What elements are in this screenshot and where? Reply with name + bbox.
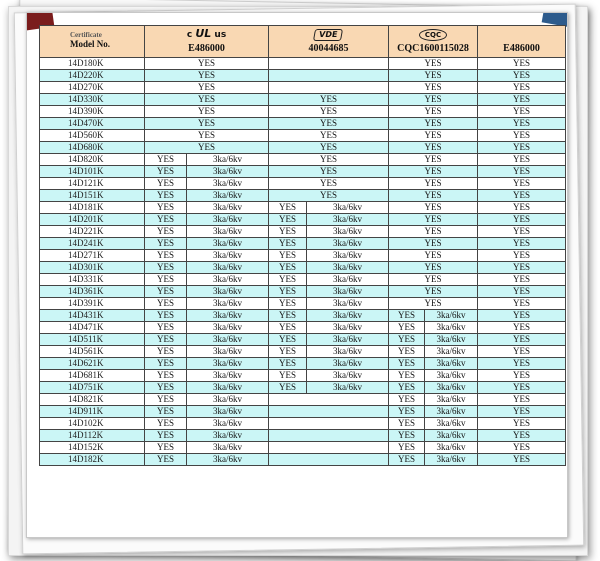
ul-yes-cell: YES bbox=[145, 346, 187, 358]
model-cell: 14D112K bbox=[40, 430, 145, 442]
ul-yes-cell: YES bbox=[145, 394, 187, 406]
cqc-yes-cell: YES bbox=[389, 406, 425, 418]
vde-cell: YES bbox=[269, 94, 389, 106]
model-cell: 14D390K bbox=[40, 106, 145, 118]
ul-yes-cell: YES bbox=[145, 370, 187, 382]
vde-yes-cell: YES bbox=[269, 274, 307, 286]
last-cert-cell: YES bbox=[478, 394, 566, 406]
last-cert-cell: YES bbox=[478, 382, 566, 394]
ul-rating-cell: 3ka/6kv bbox=[187, 190, 269, 202]
vde-cell bbox=[269, 70, 389, 82]
ul-rating-cell: 3ka/6kv bbox=[187, 166, 269, 178]
ul-rating-cell: 3ka/6kv bbox=[187, 298, 269, 310]
vde-rating-cell: 3ka/6kv bbox=[307, 226, 389, 238]
ul-rating-cell: 3ka/6kv bbox=[187, 334, 269, 346]
vde-yes-cell: YES bbox=[269, 238, 307, 250]
last-cert-cell: YES bbox=[478, 262, 566, 274]
ul-yes-cell: YES bbox=[145, 322, 187, 334]
cqc-cell: YES bbox=[389, 70, 478, 82]
last-cert-cell: YES bbox=[478, 250, 566, 262]
vde-cell bbox=[269, 454, 389, 466]
model-cell: 14D511K bbox=[40, 334, 145, 346]
model-cell: 14D471K bbox=[40, 322, 145, 334]
cqc-yes-cell: YES bbox=[389, 454, 425, 466]
model-cell: 14D561K bbox=[40, 346, 145, 358]
ul-rating-cell: 3ka/6kv bbox=[187, 442, 269, 454]
cqc-rating-cell: 3ka/6kv bbox=[425, 310, 478, 322]
model-cell: 14D220K bbox=[40, 70, 145, 82]
model-header-label: Model No. bbox=[70, 38, 110, 49]
cqc-cell: YES bbox=[389, 106, 478, 118]
model-cell: 14D431K bbox=[40, 310, 145, 322]
cqc-header bbox=[389, 26, 478, 58]
ul-rating-cell: 3ka/6kv bbox=[187, 394, 269, 406]
ul-yes-cell: YES bbox=[145, 358, 187, 370]
cqc-rating-cell: 3ka/6kv bbox=[425, 418, 478, 430]
ul-yes-cell: YES bbox=[145, 274, 187, 286]
table-row bbox=[40, 190, 566, 202]
vde-yes-cell: YES bbox=[269, 358, 307, 370]
ul-rating-cell: 3ka/6kv bbox=[187, 202, 269, 214]
cqc-cell: YES bbox=[389, 118, 478, 130]
ul-yes-cell: YES bbox=[145, 442, 187, 454]
table-row bbox=[40, 394, 566, 406]
table-row bbox=[40, 442, 566, 454]
last-cert-cell: YES bbox=[478, 406, 566, 418]
last-cert-cell: YES bbox=[478, 154, 566, 166]
last-cert-cell: YES bbox=[478, 106, 566, 118]
table-row bbox=[40, 382, 566, 394]
cqc-rating-cell: 3ka/6kv bbox=[425, 442, 478, 454]
vde-yes-cell: YES bbox=[269, 202, 307, 214]
ul-yes-cell: YES bbox=[145, 262, 187, 274]
ul-rating-cell: 3ka/6kv bbox=[187, 214, 269, 226]
last-cert-cell: YES bbox=[478, 118, 566, 130]
ul-yes-cell: YES bbox=[145, 166, 187, 178]
table-row bbox=[40, 166, 566, 178]
last-cert-cell: YES bbox=[478, 418, 566, 430]
ul-cell: YES bbox=[145, 58, 269, 70]
vde-rating-cell: 3ka/6kv bbox=[307, 238, 389, 250]
vde-cell: YES bbox=[269, 106, 389, 118]
ul-yes-cell: YES bbox=[145, 454, 187, 466]
last-cert-cell: YES bbox=[478, 430, 566, 442]
vde-yes-cell: YES bbox=[269, 214, 307, 226]
table-row bbox=[40, 346, 566, 358]
last-cert-cell: YES bbox=[478, 202, 566, 214]
model-cell: 14D621K bbox=[40, 358, 145, 370]
vde-cell bbox=[269, 58, 389, 70]
vde-cell bbox=[269, 394, 389, 406]
last-cert-cell: YES bbox=[478, 130, 566, 142]
ul-yes-cell: YES bbox=[145, 406, 187, 418]
model-cell: 14D361K bbox=[40, 286, 145, 298]
table-row bbox=[40, 430, 566, 442]
cqc-rating-cell: 3ka/6kv bbox=[425, 454, 478, 466]
vde-yes-cell: YES bbox=[269, 226, 307, 238]
vde-rating-cell: 3ka/6kv bbox=[307, 274, 389, 286]
cqc-yes-cell: YES bbox=[389, 334, 425, 346]
last-cert-cell: YES bbox=[478, 454, 566, 466]
ul-rating-cell: 3ka/6kv bbox=[187, 262, 269, 274]
ul-cell: YES bbox=[145, 130, 269, 142]
table-row bbox=[40, 298, 566, 310]
ul-rating-cell: 3ka/6kv bbox=[187, 178, 269, 190]
vde-yes-cell: YES bbox=[269, 370, 307, 382]
certification-table bbox=[39, 25, 566, 466]
last-cert-cell: YES bbox=[478, 298, 566, 310]
model-cell: 14D101K bbox=[40, 166, 145, 178]
cqc-cell: YES bbox=[389, 190, 478, 202]
last-cert-cell: YES bbox=[478, 82, 566, 94]
vde-rating-cell: 3ka/6kv bbox=[307, 214, 389, 226]
cqc-cell: YES bbox=[389, 226, 478, 238]
model-cell: 14D330K bbox=[40, 94, 145, 106]
last-cert-cell: YES bbox=[478, 370, 566, 382]
vde-cell: YES bbox=[269, 142, 389, 154]
cqc-number: CQC1600115028 bbox=[397, 43, 469, 54]
last-cert-cell: YES bbox=[478, 238, 566, 250]
ul-mark-text: UL bbox=[195, 27, 212, 40]
model-cell: 14D681K bbox=[40, 370, 145, 382]
cqc-cell: YES bbox=[389, 82, 478, 94]
last-cert-cell: YES bbox=[478, 274, 566, 286]
table-row bbox=[40, 262, 566, 274]
model-cell: 14D821K bbox=[40, 394, 145, 406]
model-cell: 14D241K bbox=[40, 238, 145, 250]
vde-rating-cell: 3ka/6kv bbox=[307, 286, 389, 298]
table-row bbox=[40, 70, 566, 82]
ul-yes-cell: YES bbox=[145, 226, 187, 238]
ul-header bbox=[145, 26, 269, 58]
last-header bbox=[478, 26, 566, 58]
vde-cell: YES bbox=[269, 178, 389, 190]
vde-number: 40044685 bbox=[308, 43, 349, 54]
vde-yes-cell: YES bbox=[269, 250, 307, 262]
cqc-cell: YES bbox=[389, 298, 478, 310]
model-header-top: Certificate bbox=[70, 30, 102, 39]
cqc-yes-cell: YES bbox=[389, 442, 425, 454]
certificate-sheet bbox=[26, 12, 568, 538]
model-cell: 14D820K bbox=[40, 154, 145, 166]
table-row bbox=[40, 142, 566, 154]
ul-yes-cell: YES bbox=[145, 310, 187, 322]
cqc-rating-cell: 3ka/6kv bbox=[425, 322, 478, 334]
vde-cell bbox=[269, 418, 389, 430]
cqc-cell: YES bbox=[389, 202, 478, 214]
last-cert-cell: YES bbox=[478, 358, 566, 370]
vde-rating-cell: 3ka/6kv bbox=[307, 370, 389, 382]
cqc-cell: YES bbox=[389, 166, 478, 178]
vde-logo-icon: VDE bbox=[313, 29, 343, 41]
cqc-rating-cell: 3ka/6kv bbox=[425, 334, 478, 346]
ul-rating-cell: 3ka/6kv bbox=[187, 454, 269, 466]
ul-cell: YES bbox=[145, 94, 269, 106]
model-cell: 14D301K bbox=[40, 262, 145, 274]
vde-cell: YES bbox=[269, 190, 389, 202]
table-row bbox=[40, 334, 566, 346]
model-cell: 14D121K bbox=[40, 178, 145, 190]
table-row bbox=[40, 178, 566, 190]
ul-yes-cell: YES bbox=[145, 154, 187, 166]
model-cell: 14D391K bbox=[40, 298, 145, 310]
vde-rating-cell: 3ka/6kv bbox=[307, 358, 389, 370]
cqc-cell: YES bbox=[389, 130, 478, 142]
cqc-yes-cell: YES bbox=[389, 370, 425, 382]
vde-rating-cell: 3ka/6kv bbox=[307, 202, 389, 214]
ul-rating-cell: 3ka/6kv bbox=[187, 322, 269, 334]
vde-cell bbox=[269, 430, 389, 442]
cqc-rating-cell: 3ka/6kv bbox=[425, 370, 478, 382]
vde-yes-cell: YES bbox=[269, 322, 307, 334]
table-row bbox=[40, 286, 566, 298]
ul-cell: YES bbox=[145, 70, 269, 82]
table-row bbox=[40, 274, 566, 286]
table-header-row bbox=[40, 26, 566, 58]
ul-rating-cell: 3ka/6kv bbox=[187, 430, 269, 442]
last-cert-cell: YES bbox=[478, 70, 566, 82]
last-cert-cell: YES bbox=[478, 190, 566, 202]
last-cert-cell: YES bbox=[478, 142, 566, 154]
vde-header bbox=[269, 26, 389, 58]
ul-rating-cell: 3ka/6kv bbox=[187, 226, 269, 238]
cqc-cell: YES bbox=[389, 178, 478, 190]
table-row bbox=[40, 250, 566, 262]
table-row bbox=[40, 154, 566, 166]
model-cell: 14D271K bbox=[40, 250, 145, 262]
ul-number: E486000 bbox=[188, 43, 225, 54]
table-row bbox=[40, 94, 566, 106]
model-cell: 14D911K bbox=[40, 406, 145, 418]
last-number: E486000 bbox=[503, 43, 540, 54]
vde-rating-cell: 3ka/6kv bbox=[307, 334, 389, 346]
ul-suffix: us bbox=[214, 30, 227, 40]
last-cert-cell: YES bbox=[478, 442, 566, 454]
ul-yes-cell: YES bbox=[145, 190, 187, 202]
cqc-cell: YES bbox=[389, 274, 478, 286]
model-cell: 14D201K bbox=[40, 214, 145, 226]
model-cell: 14D331K bbox=[40, 274, 145, 286]
cqc-yes-cell: YES bbox=[389, 418, 425, 430]
table-row bbox=[40, 82, 566, 94]
vde-yes-cell: YES bbox=[269, 262, 307, 274]
ul-rating-cell: 3ka/6kv bbox=[187, 370, 269, 382]
ul-cell: YES bbox=[145, 82, 269, 94]
last-cert-cell: YES bbox=[478, 310, 566, 322]
ul-rating-cell: 3ka/6kv bbox=[187, 154, 269, 166]
vde-cell: YES bbox=[269, 154, 389, 166]
ul-rating-cell: 3ka/6kv bbox=[187, 310, 269, 322]
vde-rating-cell: 3ka/6kv bbox=[307, 298, 389, 310]
cqc-cell: YES bbox=[389, 154, 478, 166]
vde-cell: YES bbox=[269, 130, 389, 142]
ul-rating-cell: 3ka/6kv bbox=[187, 250, 269, 262]
vde-cell: YES bbox=[269, 118, 389, 130]
ul-rating-cell: 3ka/6kv bbox=[187, 286, 269, 298]
vde-cell: YES bbox=[269, 166, 389, 178]
cqc-cell: YES bbox=[389, 214, 478, 226]
vde-rating-cell: 3ka/6kv bbox=[307, 310, 389, 322]
cqc-rating-cell: 3ka/6kv bbox=[425, 394, 478, 406]
cqc-cell: YES bbox=[389, 262, 478, 274]
model-cell: 14D751K bbox=[40, 382, 145, 394]
ul-rating-cell: 3ka/6kv bbox=[187, 274, 269, 286]
cqc-yes-cell: YES bbox=[389, 358, 425, 370]
ul-rating-cell: 3ka/6kv bbox=[187, 238, 269, 250]
cqc-cell: YES bbox=[389, 286, 478, 298]
cqc-yes-cell: YES bbox=[389, 310, 425, 322]
cqc-cell: YES bbox=[389, 58, 478, 70]
table-row bbox=[40, 130, 566, 142]
ul-yes-cell: YES bbox=[145, 430, 187, 442]
table-row bbox=[40, 202, 566, 214]
vde-rating-cell: 3ka/6kv bbox=[307, 250, 389, 262]
table-row bbox=[40, 226, 566, 238]
model-cell: 14D151K bbox=[40, 190, 145, 202]
ul-yes-cell: YES bbox=[145, 298, 187, 310]
ul-yes-cell: YES bbox=[145, 334, 187, 346]
vde-rating-cell: 3ka/6kv bbox=[307, 262, 389, 274]
cqc-logo-icon: CQC bbox=[419, 29, 447, 41]
table-row bbox=[40, 418, 566, 430]
cqc-yes-cell: YES bbox=[389, 346, 425, 358]
table-row bbox=[40, 310, 566, 322]
table-row bbox=[40, 358, 566, 370]
vde-yes-cell: YES bbox=[269, 382, 307, 394]
ul-yes-cell: YES bbox=[145, 178, 187, 190]
ul-cell: YES bbox=[145, 142, 269, 154]
ul-yes-cell: YES bbox=[145, 418, 187, 430]
last-cert-cell: YES bbox=[478, 94, 566, 106]
ul-rating-cell: 3ka/6kv bbox=[187, 382, 269, 394]
model-cell: 14D560K bbox=[40, 130, 145, 142]
table-row bbox=[40, 58, 566, 70]
ul-rating-cell: 3ka/6kv bbox=[187, 346, 269, 358]
last-cert-cell: YES bbox=[478, 334, 566, 346]
vde-rating-cell: 3ka/6kv bbox=[307, 322, 389, 334]
cqc-rating-cell: 3ka/6kv bbox=[425, 382, 478, 394]
last-cert-cell: YES bbox=[478, 58, 566, 70]
vde-yes-cell: YES bbox=[269, 334, 307, 346]
cqc-rating-cell: 3ka/6kv bbox=[425, 406, 478, 418]
last-cert-cell: YES bbox=[478, 346, 566, 358]
table-row bbox=[40, 370, 566, 382]
last-cert-cell: YES bbox=[478, 322, 566, 334]
model-cell: 14D181K bbox=[40, 202, 145, 214]
table-row bbox=[40, 454, 566, 466]
model-cell: 14D180K bbox=[40, 58, 145, 70]
vde-yes-cell: YES bbox=[269, 346, 307, 358]
vde-rating-cell: 3ka/6kv bbox=[307, 346, 389, 358]
ul-yes-cell: YES bbox=[145, 250, 187, 262]
last-cert-cell: YES bbox=[478, 214, 566, 226]
vde-yes-cell: YES bbox=[269, 298, 307, 310]
table-row bbox=[40, 106, 566, 118]
ul-yes-cell: YES bbox=[145, 286, 187, 298]
cqc-cell: YES bbox=[389, 94, 478, 106]
table-row bbox=[40, 238, 566, 250]
cqc-rating-cell: 3ka/6kv bbox=[425, 346, 478, 358]
model-header bbox=[40, 26, 145, 58]
model-cell: 14D470K bbox=[40, 118, 145, 130]
ul-yes-cell: YES bbox=[145, 238, 187, 250]
vde-rating-cell: 3ka/6kv bbox=[307, 382, 389, 394]
ul-cell: YES bbox=[145, 118, 269, 130]
model-cell: 14D680K bbox=[40, 142, 145, 154]
last-cert-cell: YES bbox=[478, 178, 566, 190]
cqc-rating-cell: 3ka/6kv bbox=[425, 430, 478, 442]
vde-cell bbox=[269, 406, 389, 418]
table-row bbox=[40, 322, 566, 334]
last-cert-cell: YES bbox=[478, 286, 566, 298]
ul-prefix: c bbox=[186, 30, 193, 40]
last-cert-cell: YES bbox=[478, 226, 566, 238]
cqc-yes-cell: YES bbox=[389, 382, 425, 394]
ul-logo-icon bbox=[145, 28, 268, 41]
cqc-yes-cell: YES bbox=[389, 322, 425, 334]
ul-cell: YES bbox=[145, 106, 269, 118]
vde-yes-cell: YES bbox=[269, 310, 307, 322]
ul-rating-cell: 3ka/6kv bbox=[187, 418, 269, 430]
vde-cell bbox=[269, 442, 389, 454]
cqc-cell: YES bbox=[389, 250, 478, 262]
cqc-yes-cell: YES bbox=[389, 394, 425, 406]
table-row bbox=[40, 406, 566, 418]
model-cell: 14D270K bbox=[40, 82, 145, 94]
vde-yes-cell: YES bbox=[269, 286, 307, 298]
ul-yes-cell: YES bbox=[145, 382, 187, 394]
cqc-rating-cell: 3ka/6kv bbox=[425, 358, 478, 370]
table-row bbox=[40, 214, 566, 226]
model-cell: 14D221K bbox=[40, 226, 145, 238]
table-row bbox=[40, 118, 566, 130]
cqc-yes-cell: YES bbox=[389, 430, 425, 442]
vde-cell bbox=[269, 82, 389, 94]
ul-yes-cell: YES bbox=[145, 214, 187, 226]
cqc-cell: YES bbox=[389, 142, 478, 154]
ul-rating-cell: 3ka/6kv bbox=[187, 358, 269, 370]
ul-yes-cell: YES bbox=[145, 202, 187, 214]
ul-rating-cell: 3ka/6kv bbox=[187, 406, 269, 418]
model-cell: 14D102K bbox=[40, 418, 145, 430]
model-cell: 14D152K bbox=[40, 442, 145, 454]
model-cell: 14D182K bbox=[40, 454, 145, 466]
last-cert-cell: YES bbox=[478, 166, 566, 178]
cqc-cell: YES bbox=[389, 238, 478, 250]
